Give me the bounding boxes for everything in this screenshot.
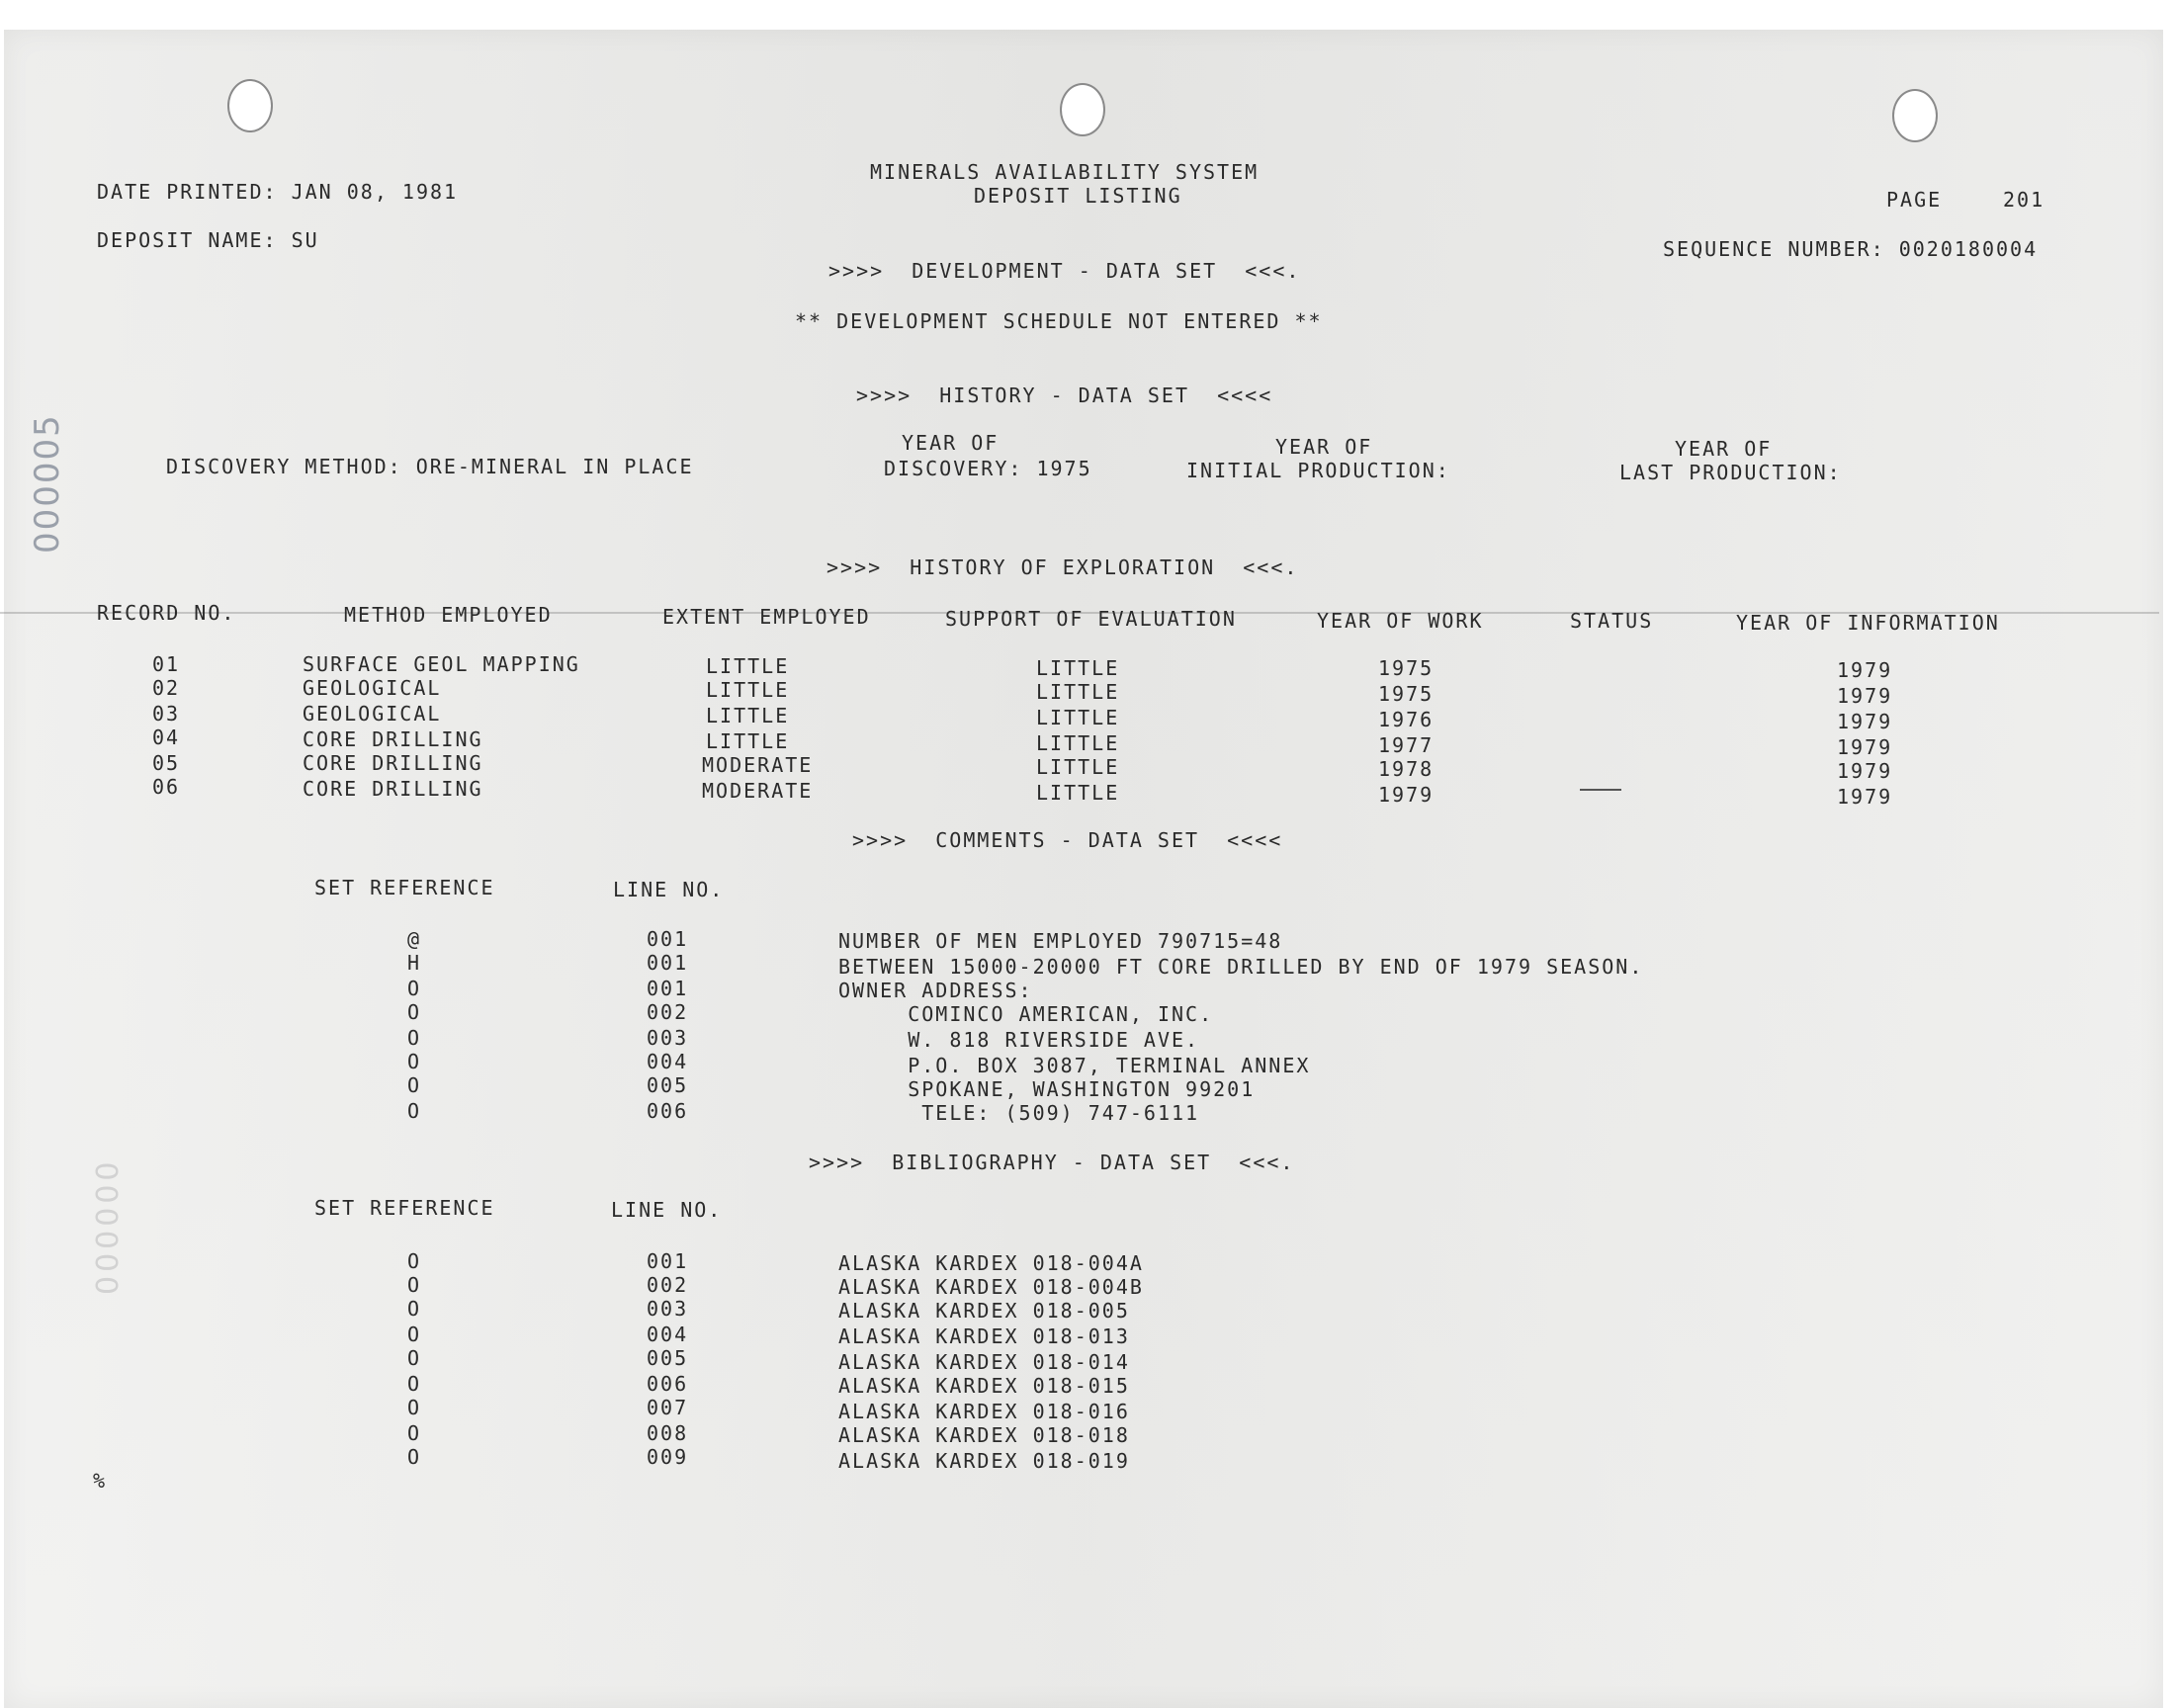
method-employed: CORE DRILLING: [303, 751, 483, 775]
support-of-evaluation: LITTLE: [1036, 731, 1120, 755]
line-no: 003: [647, 1026, 689, 1050]
page-number: 201: [2003, 188, 2045, 212]
year-of-discovery: DISCOVERY: 1975: [884, 457, 1092, 480]
comment-text: COMINCO AMERICAN, INC.: [838, 1002, 1214, 1026]
punch-hole-left: [227, 79, 273, 132]
bibliography-text: ALASKA KARDEX 018-016: [838, 1400, 1130, 1423]
year-of-discovery-label: YEAR OF: [902, 431, 1000, 455]
line-no: 006: [647, 1099, 689, 1123]
line-no: 003: [647, 1297, 689, 1321]
col-year-of-information: YEAR OF INFORMATION: [1736, 611, 2000, 635]
bibliography-text: ALASKA KARDEX 018-005: [838, 1299, 1130, 1323]
punch-hole-right: [1892, 89, 1938, 142]
method-employed: GEOLOGICAL: [303, 676, 442, 700]
comments-heading: >>>> COMMENTS - DATA SET <<<<: [852, 828, 1283, 852]
set-reference: O: [407, 1249, 422, 1273]
record-no: 05: [152, 751, 181, 775]
set-reference: O: [407, 1421, 422, 1445]
record-no: 06: [152, 775, 181, 799]
set-reference: O: [407, 977, 422, 1000]
page-label: PAGE: [1886, 188, 1943, 212]
record-no: 03: [152, 702, 181, 726]
method-employed: SURFACE GEOL MAPPING: [303, 652, 580, 676]
line-no: 002: [647, 1000, 689, 1024]
set-reference: O: [407, 1445, 422, 1469]
end-mark: %: [93, 1469, 108, 1493]
set-reference: H: [407, 951, 422, 975]
year-of-information: 1979: [1837, 684, 1893, 708]
set-reference: O: [407, 1000, 422, 1024]
system-title: MINERALS AVAILABILITY SYSTEM: [870, 160, 1260, 184]
set-reference: O: [407, 1323, 422, 1346]
line-no: 004: [647, 1323, 689, 1346]
extent-employed: LITTLE: [706, 654, 790, 678]
last-production-label: YEAR OF: [1675, 437, 1773, 461]
col-support-of-evaluation: SUPPORT OF EVALUATION: [945, 607, 1237, 631]
comment-text: W. 818 RIVERSIDE AVE.: [838, 1028, 1200, 1052]
line-no: 001: [647, 977, 689, 1000]
year-of-information: 1979: [1837, 710, 1893, 733]
set-reference: O: [407, 1050, 422, 1073]
extent-employed: LITTLE: [706, 704, 790, 727]
set-reference: O: [407, 1026, 422, 1050]
bibliography-text: ALASKA KARDEX 018-014: [838, 1350, 1130, 1374]
faint-margin-stamp: 000000: [91, 1157, 126, 1295]
line-no: 001: [647, 1249, 689, 1273]
bibliography-text: ALASKA KARDEX 018-004B: [838, 1275, 1144, 1299]
set-reference: O: [407, 1273, 422, 1297]
bibliography-text: ALASKA KARDEX 018-015: [838, 1374, 1130, 1398]
line-no: 009: [647, 1445, 689, 1469]
year-of-information: 1979: [1837, 658, 1893, 682]
set-reference: @: [407, 927, 422, 951]
bibliography-text: ALASKA KARDEX 018-013: [838, 1324, 1130, 1348]
margin-stamp: 000005: [28, 413, 67, 554]
bibliography-col-line-no: LINE NO.: [611, 1198, 723, 1222]
year-of-work: 1975: [1378, 656, 1435, 680]
bibliography-col-set-reference: SET REFERENCE: [314, 1196, 495, 1220]
col-status: STATUS: [1570, 609, 1654, 633]
bibliography-text: ALASKA KARDEX 018-018: [838, 1423, 1130, 1447]
bibliography-heading: >>>> BIBLIOGRAPHY - DATA SET <<<.: [809, 1151, 1295, 1174]
comment-text: BETWEEN 15000-20000 FT CORE DRILLED BY END OF 1979 SEASON.: [838, 955, 1644, 979]
comment-text: P.O. BOX 3087, TERMINAL ANNEX: [838, 1054, 1311, 1077]
comment-text: NUMBER OF MEN EMPLOYED 790715=48: [838, 929, 1283, 953]
support-of-evaluation: LITTLE: [1036, 755, 1120, 779]
col-record-no: RECORD NO.: [97, 601, 236, 625]
comment-text: TELE: (509) 747-6111: [838, 1101, 1200, 1125]
method-employed: CORE DRILLING: [303, 777, 483, 801]
set-reference: O: [407, 1346, 422, 1370]
col-year-of-work: YEAR OF WORK: [1317, 609, 1484, 633]
extent-employed: LITTLE: [706, 729, 790, 753]
line-no: 005: [647, 1073, 689, 1097]
line-no: 004: [647, 1050, 689, 1073]
history-heading: >>>> HISTORY - DATA SET <<<<: [856, 384, 1273, 407]
listing-title: DEPOSIT LISTING: [974, 184, 1182, 208]
status-dash: [1580, 789, 1621, 791]
year-of-work: 1977: [1378, 733, 1435, 757]
record-no: 02: [152, 676, 181, 700]
last-production: LAST PRODUCTION:: [1619, 461, 1842, 484]
deposit-name: DEPOSIT NAME: SU: [97, 228, 319, 252]
set-reference: O: [407, 1297, 422, 1321]
method-employed: GEOLOGICAL: [303, 702, 442, 726]
discovery-method: DISCOVERY METHOD: ORE-MINERAL IN PLACE: [166, 455, 694, 478]
record-no: 01: [152, 652, 181, 676]
year-of-work: 1976: [1378, 708, 1435, 731]
date-printed: DATE PRINTED: JAN 08, 1981: [97, 180, 459, 204]
initial-production: INITIAL PRODUCTION:: [1186, 459, 1450, 482]
comment-text: OWNER ADDRESS:: [838, 979, 1033, 1002]
initial-production-label: YEAR OF: [1275, 435, 1373, 459]
set-reference: O: [407, 1099, 422, 1123]
record-no: 04: [152, 726, 181, 749]
support-of-evaluation: LITTLE: [1036, 781, 1120, 805]
bibliography-text: ALASKA KARDEX 018-019: [838, 1449, 1130, 1473]
line-no: 005: [647, 1346, 689, 1370]
development-heading: >>>> DEVELOPMENT - DATA SET <<<.: [828, 259, 1301, 283]
comment-text: SPOKANE, WASHINGTON 99201: [838, 1077, 1256, 1101]
development-note: ** DEVELOPMENT SCHEDULE NOT ENTERED **: [795, 309, 1323, 333]
comments-col-line-no: LINE NO.: [613, 878, 725, 901]
punch-hole-center: [1060, 83, 1105, 136]
year-of-information: 1979: [1837, 759, 1893, 783]
line-no: 001: [647, 951, 689, 975]
line-no: 008: [647, 1421, 689, 1445]
col-method-employed: METHOD EMPLOYED: [344, 603, 553, 627]
exploration-heading: >>>> HISTORY OF EXPLORATION <<<.: [826, 555, 1299, 579]
year-of-work: 1978: [1378, 757, 1435, 781]
method-employed: CORE DRILLING: [303, 727, 483, 751]
line-no: 006: [647, 1372, 689, 1396]
extent-employed: LITTLE: [706, 678, 790, 702]
set-reference: O: [407, 1396, 422, 1419]
extent-employed: MODERATE: [702, 753, 814, 777]
line-no: 001: [647, 927, 689, 951]
year-of-information: 1979: [1837, 785, 1893, 809]
col-extent-employed: EXTENT EMPLOYED: [662, 605, 871, 629]
support-of-evaluation: LITTLE: [1036, 706, 1120, 729]
bibliography-text: ALASKA KARDEX 018-004A: [838, 1251, 1144, 1275]
extent-employed: MODERATE: [702, 779, 814, 803]
comments-col-set-reference: SET REFERENCE: [314, 876, 495, 899]
support-of-evaluation: LITTLE: [1036, 680, 1120, 704]
set-reference: O: [407, 1073, 422, 1097]
line-no: 007: [647, 1396, 689, 1419]
set-reference: O: [407, 1372, 422, 1396]
line-no: 002: [647, 1273, 689, 1297]
year-of-work: 1975: [1378, 682, 1435, 706]
year-of-information: 1979: [1837, 735, 1893, 759]
support-of-evaluation: LITTLE: [1036, 656, 1120, 680]
sequence-number: SEQUENCE NUMBER: 0020180004: [1663, 237, 2039, 261]
year-of-work: 1979: [1378, 783, 1435, 807]
